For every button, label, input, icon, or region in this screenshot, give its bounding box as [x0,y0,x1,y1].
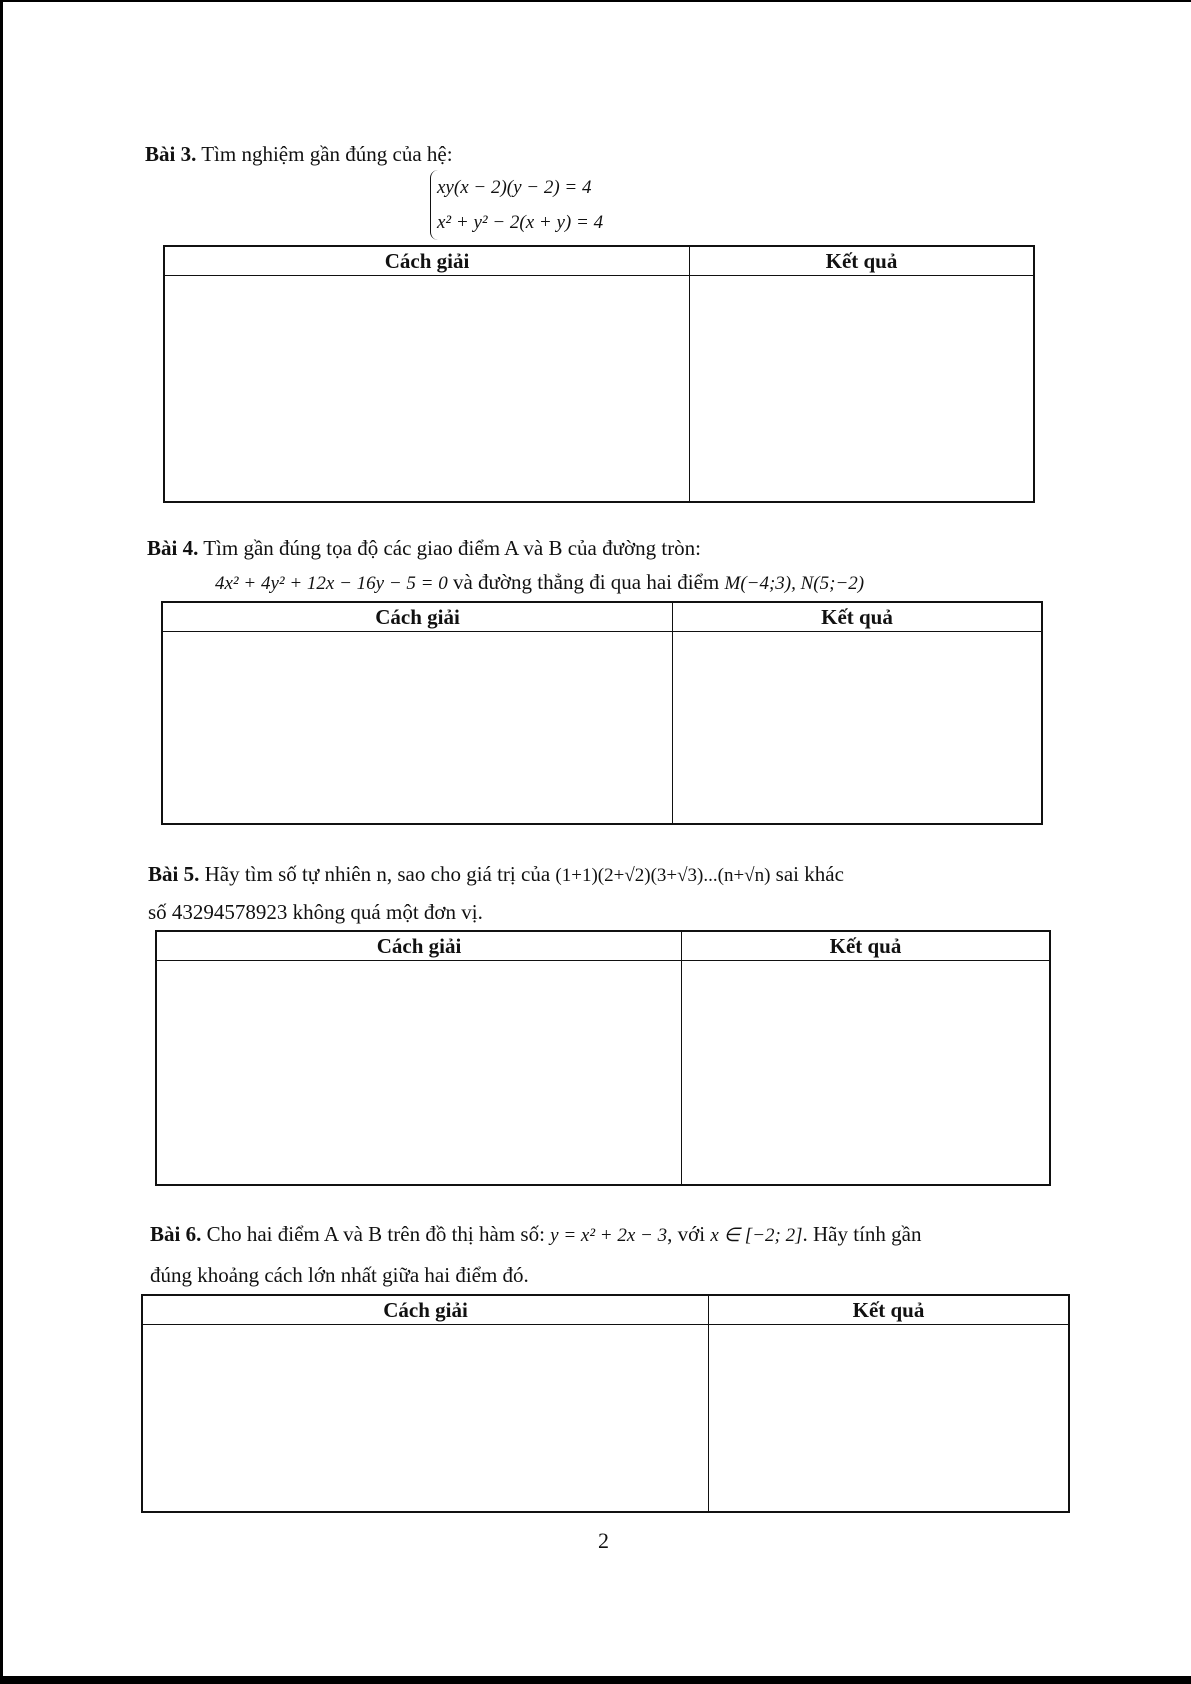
result-header: Kết quả [673,602,1043,632]
circle-equation: 4x² + 4y² + 12x − 16y − 5 = 0 [215,573,448,594]
method-cell[interactable] [162,632,673,825]
problem-3-label: Bài 3. [145,142,197,166]
problem-4-answer-table [161,601,1043,825]
result-cell[interactable] [690,276,1035,503]
result-header: Kết quả [690,246,1035,276]
scan-border-bottom [0,1676,1191,1684]
problem-4-text: Tìm gần đúng tọa độ các giao điểm A và B của đường tròn: [203,536,702,560]
line-text: và đường thẳng đi qua hai điểm [452,570,720,594]
scan-border-left [0,0,3,1684]
problem-3-answer-table [163,245,1035,503]
problem-6-answer-table [141,1294,1070,1513]
problem-5-label: Bài 5. [148,862,200,886]
problem-6-text-after: . Hãy tính gần [802,1222,922,1246]
method-header: Cách giải [156,931,682,961]
method-header: Cách giải [164,246,690,276]
problem-5-heading [148,862,844,887]
problem-5-answer-table [155,930,1051,1186]
domain: x ∈ [−2; 2] [710,1225,803,1246]
problem-4-label: Bài 4. [147,536,199,560]
problem-3-heading [145,142,453,167]
result-header: Kết quả [682,931,1051,961]
problem-6-text-mid: , với [667,1222,706,1246]
scan-border-top [0,0,1191,2]
product-formula: (1+1)(2+√2)(3+√3)...(n+√n) [555,865,771,886]
result-cell[interactable] [682,961,1051,1186]
problem-6-line2: đúng khoảng cách lớn nhất giữa hai điểm đó. [150,1263,529,1287]
problem-4-line2 [215,570,864,595]
equation-2: x² + y² − 2(x + y) = 4 [437,212,604,233]
result-header: Kết quả [709,1295,1070,1325]
equation-1: xy(x − 2)(y − 2) = 4 [437,177,592,198]
problem-4-heading [147,536,701,561]
problem-6-label: Bài 6. [150,1222,202,1246]
method-header: Cách giải [142,1295,709,1325]
problem-5-line2: số 43294578923 không quá một đơn vị. [148,900,483,924]
page-number: 2 [598,1528,609,1553]
problem-5-text: Hãy tìm số tự nhiên n, sao cho giá trị của [204,862,551,886]
method-cell[interactable] [142,1325,709,1513]
problem-3-system [430,170,603,240]
problem-5-text-after: sai khác [775,862,844,886]
problem-3-text: Tìm nghiệm gần đúng của hệ: [201,142,453,166]
function-formula: y = x² + 2x − 3 [550,1225,668,1246]
method-cell[interactable] [164,276,690,503]
problem-6-text: Cho hai điểm A và B trên đồ thị hàm số: [206,1222,545,1246]
method-cell[interactable] [156,961,682,1186]
problem-6-heading [150,1222,921,1247]
method-header: Cách giải [162,602,673,632]
result-cell[interactable] [673,632,1043,825]
points: M(−4;3), N(5;−2) [724,573,865,594]
result-cell[interactable] [709,1325,1070,1513]
